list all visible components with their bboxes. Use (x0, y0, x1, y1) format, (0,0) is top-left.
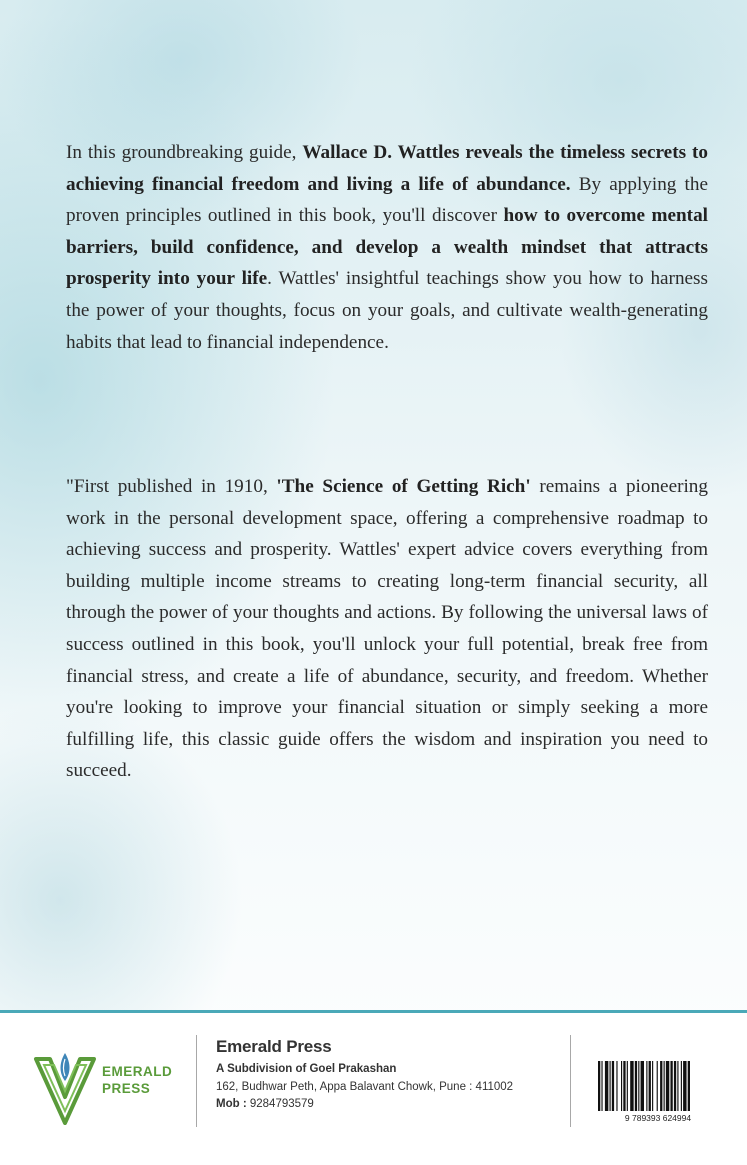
publisher-subdivision: A Subdivision of Goel Prakashan (216, 1063, 397, 1075)
barcode-bar (652, 1061, 653, 1111)
blurb-paragraph-2 (66, 471, 708, 787)
barcode-bar (641, 1061, 644, 1111)
barcode-bar (630, 1061, 633, 1111)
p1-bold-1: Wallace D. Wattles reveals the timeless secrets to achieving financial freedom and living a life of abundance. (66, 142, 708, 195)
barcode-bar (627, 1061, 628, 1111)
barcode-bar (612, 1061, 614, 1111)
p1-text-1: In this groundbreaking guide, (66, 142, 303, 163)
barcode-bar (638, 1061, 639, 1111)
publisher-footer (0, 1010, 747, 1165)
emerald-press-logo-icon (30, 1045, 100, 1125)
barcode-bar (674, 1061, 676, 1111)
publisher-address: 162, Budhwar Peth, Appa Balavant Chowk, Pune : 411002 (216, 1081, 514, 1093)
publisher-mobile (216, 1098, 513, 1110)
p2-text-1: "First published in 1910, (66, 476, 277, 497)
barcode-bar (649, 1061, 651, 1111)
mobile-label: Mob : (216, 1098, 247, 1110)
barcode-bar (610, 1061, 611, 1111)
p2-text-2: remains a pioneering work in the personal development space, offering a comprehensive roadmap to achieving success and prosperity. Wattles' expert advice covers everything from building multiple income streams to creating long-term financial security, all through the power of your thoughts and actions. By following the universal laws of success outlined in this book, you'll unlock your full potential, break free from financial stress, and create a life of abundance, security, and freedom. Whether you're looking to improve your financial situation or simply seeking a more fulfilling life, this classic guide offers the wisdom and inspiration you need to succeed. (66, 476, 708, 782)
barcode-bar (664, 1061, 665, 1111)
barcode-bar (683, 1061, 686, 1111)
isbn-barcode (594, 1059, 722, 1123)
barcode-bar (677, 1061, 678, 1111)
barcode-bar (670, 1061, 672, 1111)
barcode-bar (621, 1061, 622, 1111)
p2-book-title: 'The Science of Getting Rich' (276, 476, 531, 497)
barcode-bar (601, 1061, 602, 1111)
barcode-bar (657, 1061, 658, 1111)
barcode-bar (598, 1061, 600, 1111)
barcode-bar (688, 1061, 690, 1111)
blurb-paragraph-1 (66, 137, 708, 358)
p1-bold-2: how to overcome mental barriers, build confidence, and develop a wealth mindset that attracts prosperity into your life (66, 205, 708, 290)
mobile-number: 9284793579 (249, 1098, 314, 1110)
barcode-bar (635, 1061, 637, 1111)
barcode-bar (605, 1061, 608, 1111)
barcode-bar (666, 1061, 669, 1111)
logo-wordmark (102, 1063, 172, 1097)
p1-text-2: By applying the proven principles outlined in this book, you'll discover (66, 173, 708, 227)
barcode-bar (660, 1061, 662, 1111)
divider-left (196, 1035, 197, 1127)
logo-line-1: EMERALD (102, 1064, 173, 1079)
logo-line-2: PRESS (102, 1081, 151, 1096)
publisher-logo (30, 1045, 190, 1125)
isbn-number: 9 789393 624994 (624, 1113, 692, 1123)
barcode-bar (623, 1061, 625, 1111)
barcode-bar (616, 1061, 617, 1111)
divider-right (570, 1035, 571, 1127)
barcode-bar (646, 1061, 647, 1111)
barcode-bar (681, 1061, 682, 1111)
publisher-name: Emerald Press (216, 1037, 332, 1056)
publisher-details (216, 1037, 513, 1110)
p1-text-3: . Wattles' insightful teachings show you how to harness the power of your thoughts, focus on your goals, and cultivate wealth-generating habits that lead to financial independence. (66, 268, 708, 353)
